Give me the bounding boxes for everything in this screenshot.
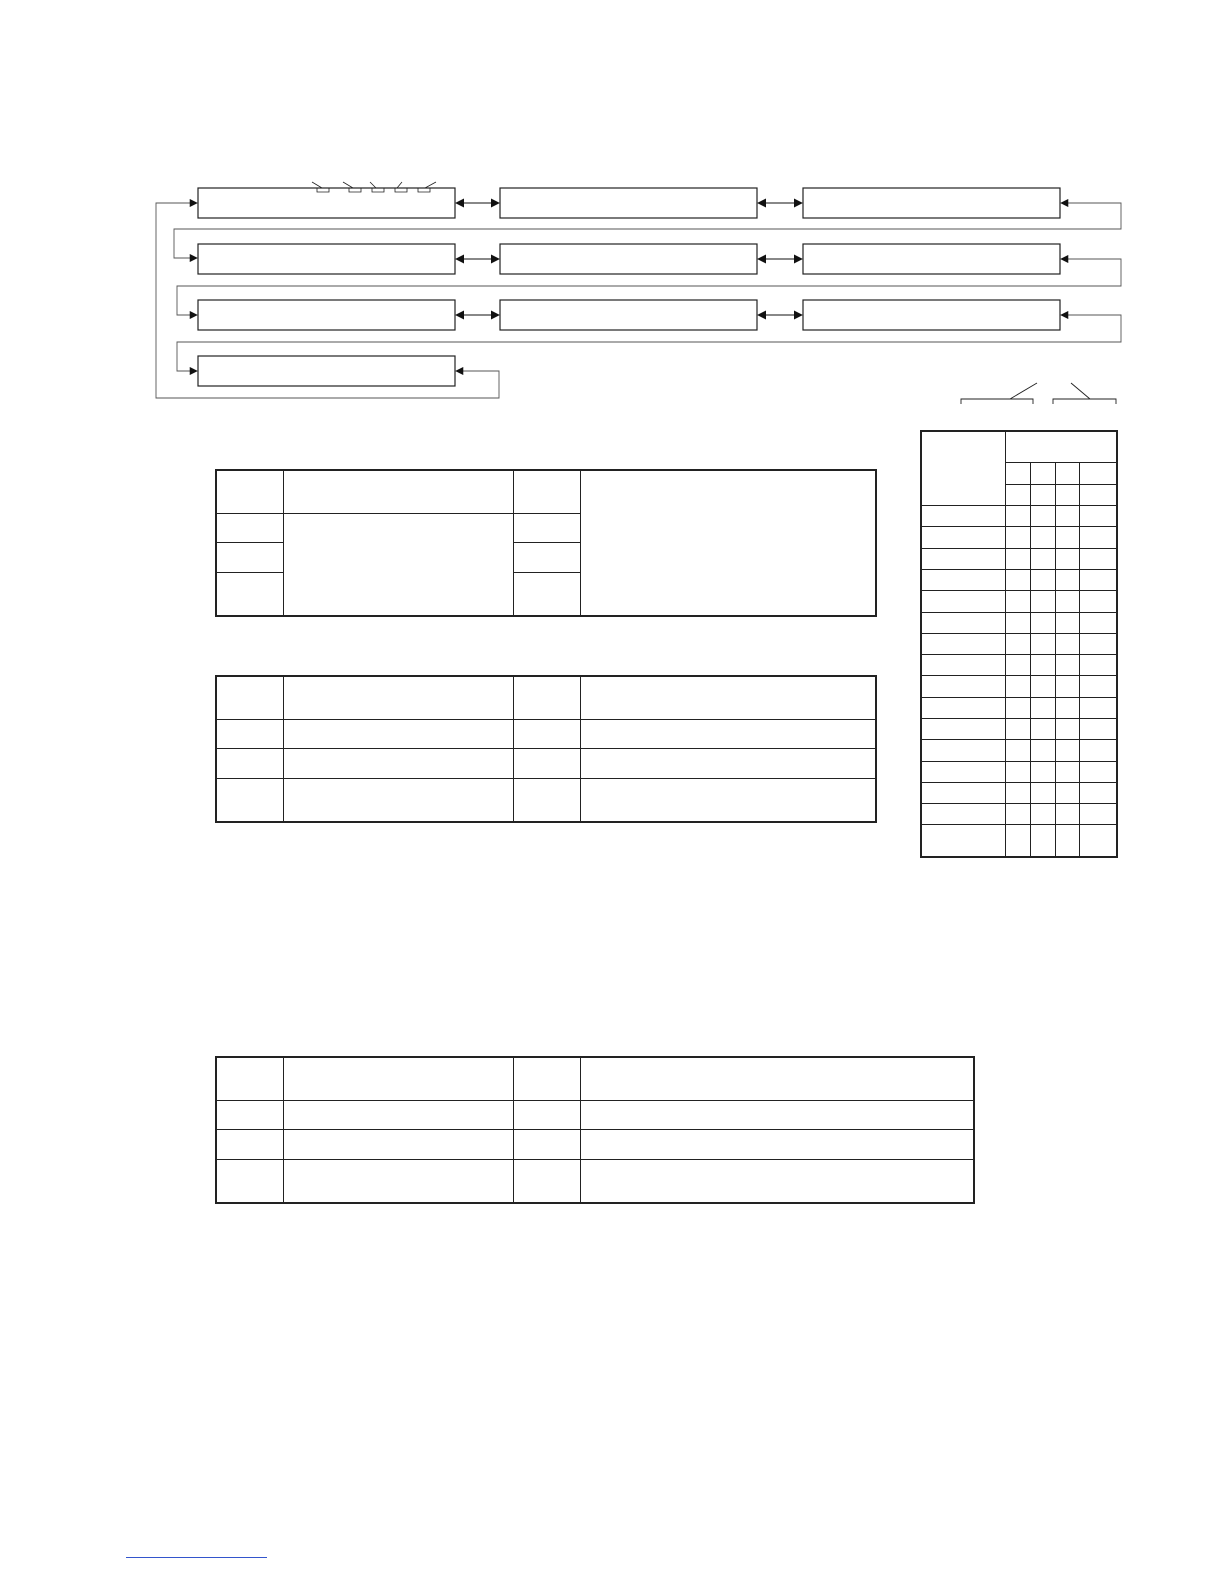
table-cell xyxy=(216,1101,284,1130)
table-cell xyxy=(216,749,284,778)
table-row xyxy=(216,778,876,822)
table-cell xyxy=(581,778,877,822)
table-cell xyxy=(216,778,284,822)
table-cell xyxy=(1006,655,1031,676)
table-cell xyxy=(1006,761,1031,782)
table-cell xyxy=(1006,569,1031,590)
table-cell xyxy=(1055,612,1080,633)
table-cell xyxy=(1030,825,1055,857)
table-cell-merged xyxy=(581,470,877,616)
table-header-cell xyxy=(1080,463,1117,484)
table-cell xyxy=(1030,506,1055,527)
table-cell xyxy=(514,1057,581,1101)
table-cell xyxy=(1055,506,1080,527)
table-cell xyxy=(284,720,514,749)
spec-table-middle xyxy=(215,675,877,823)
table-cell xyxy=(1006,697,1031,718)
table-cell xyxy=(1006,506,1031,527)
table-cell xyxy=(1080,676,1117,697)
table-cell xyxy=(514,470,581,514)
table-cell xyxy=(1080,740,1117,761)
table-header-cell xyxy=(1080,484,1117,505)
side-matrix-table xyxy=(920,430,1118,858)
flow-box-r1-c3 xyxy=(803,188,1060,218)
table-cell xyxy=(1006,719,1031,740)
table-row xyxy=(216,676,876,720)
flow-box-r2-c2 xyxy=(500,244,757,274)
table-row xyxy=(921,612,1117,633)
table-cell xyxy=(581,676,877,720)
table-row xyxy=(921,719,1117,740)
table-cell xyxy=(216,543,284,572)
table-cell xyxy=(1055,527,1080,548)
table-cell xyxy=(216,514,284,543)
table-cell xyxy=(1055,761,1080,782)
table-cell xyxy=(1055,719,1080,740)
table-cell xyxy=(921,655,1006,676)
table-cell xyxy=(1080,697,1117,718)
table-cell xyxy=(1006,740,1031,761)
table-cell xyxy=(1080,719,1117,740)
table-cell xyxy=(1030,719,1055,740)
table-row xyxy=(921,825,1117,857)
table-cell xyxy=(284,1159,514,1203)
flow-diagram xyxy=(0,0,1224,430)
table-cell xyxy=(1006,612,1031,633)
table-cell xyxy=(921,569,1006,590)
table-cell xyxy=(284,778,514,822)
table-cell xyxy=(216,676,284,720)
table-cell xyxy=(1080,527,1117,548)
table-cell xyxy=(514,543,581,572)
table-cell xyxy=(921,633,1006,654)
table-cell xyxy=(1030,655,1055,676)
table-cell xyxy=(1080,825,1117,857)
table-cell xyxy=(1006,548,1031,569)
table-row xyxy=(921,761,1117,782)
table-row xyxy=(216,749,876,778)
table-cell xyxy=(1080,782,1117,803)
table-cell xyxy=(581,749,877,778)
table-cell xyxy=(921,804,1006,825)
table-cell xyxy=(1080,655,1117,676)
flow-box-r3-c2 xyxy=(500,300,757,330)
table-header-cell xyxy=(1030,463,1055,484)
table-cell xyxy=(284,1130,514,1159)
table-cell xyxy=(216,1057,284,1101)
table-cell xyxy=(921,612,1006,633)
table-cell xyxy=(921,719,1006,740)
table-cell xyxy=(921,825,1006,857)
table-row xyxy=(921,431,1117,463)
table-cell xyxy=(1055,697,1080,718)
table-row xyxy=(216,1159,974,1203)
table-cell xyxy=(1080,548,1117,569)
flow-box-r3-c1 xyxy=(198,300,455,330)
table-cell xyxy=(1055,655,1080,676)
table-cell xyxy=(1055,740,1080,761)
flow-return-r1 xyxy=(174,203,1121,258)
table-cell xyxy=(921,591,1006,612)
table-cell xyxy=(581,1159,975,1203)
table-cell xyxy=(1055,591,1080,612)
table-cell-merged xyxy=(284,514,514,616)
table-cell xyxy=(1055,548,1080,569)
table-header-cell xyxy=(921,431,1006,506)
table-cell xyxy=(284,470,514,514)
table-header-cell xyxy=(1055,484,1080,505)
flow-box-r1-c1-callouts xyxy=(312,182,436,192)
flow-return-r3 xyxy=(177,315,1121,371)
table-cell xyxy=(1006,633,1031,654)
table-cell xyxy=(1030,761,1055,782)
table-cell xyxy=(514,514,581,543)
table-row xyxy=(216,1057,974,1101)
table-cell xyxy=(1030,676,1055,697)
table-row xyxy=(216,720,876,749)
table-cell xyxy=(514,778,581,822)
table-cell xyxy=(1080,761,1117,782)
table-cell xyxy=(1030,697,1055,718)
table-cell xyxy=(921,761,1006,782)
table-cell xyxy=(1030,527,1055,548)
spec-table-top xyxy=(215,469,877,617)
table-row xyxy=(921,633,1117,654)
table-cell xyxy=(284,676,514,720)
table-row xyxy=(921,782,1117,803)
table-cell xyxy=(1080,804,1117,825)
table-header-cell xyxy=(1030,484,1055,505)
table-cell xyxy=(1030,740,1055,761)
table-cell xyxy=(514,1130,581,1159)
table-cell xyxy=(514,1101,581,1130)
table-cell xyxy=(1006,804,1031,825)
table-row xyxy=(921,655,1117,676)
table-cell xyxy=(581,1057,975,1101)
table-header-cell xyxy=(1006,463,1031,484)
table-cell xyxy=(1055,633,1080,654)
footer-link-underline xyxy=(126,1557,267,1558)
table-cell xyxy=(581,1101,975,1130)
table-cell xyxy=(514,720,581,749)
table-cell xyxy=(1080,569,1117,590)
table-cell xyxy=(1030,804,1055,825)
spec-table-bottom xyxy=(215,1056,975,1204)
table-cell xyxy=(1030,569,1055,590)
table-cell xyxy=(284,1101,514,1130)
table-cell xyxy=(284,749,514,778)
table-row xyxy=(921,506,1117,527)
table-cell xyxy=(921,676,1006,697)
table-cell xyxy=(284,1057,514,1101)
table-cell xyxy=(514,676,581,720)
flow-return-r2 xyxy=(177,259,1121,315)
table-row xyxy=(216,470,876,514)
table-cell xyxy=(1080,506,1117,527)
table-cell xyxy=(1030,612,1055,633)
table-cell xyxy=(1006,782,1031,803)
table-cell xyxy=(1080,633,1117,654)
table-row xyxy=(216,1130,974,1159)
table-cell xyxy=(1030,633,1055,654)
table-cell xyxy=(514,1159,581,1203)
flow-box-r2-c1 xyxy=(198,244,455,274)
side-table-brackets xyxy=(961,383,1116,404)
table-cell xyxy=(1055,676,1080,697)
table-cell xyxy=(1006,591,1031,612)
table-cell xyxy=(921,740,1006,761)
table-row xyxy=(921,697,1117,718)
flow-box-r4-c1 xyxy=(198,356,455,386)
table-cell xyxy=(1080,612,1117,633)
table-row xyxy=(921,740,1117,761)
table-cell xyxy=(1055,825,1080,857)
table-cell xyxy=(514,572,581,616)
table-cell xyxy=(1030,591,1055,612)
table-cell xyxy=(514,749,581,778)
table-row xyxy=(921,548,1117,569)
table-cell xyxy=(921,527,1006,548)
table-cell xyxy=(921,548,1006,569)
table-cell xyxy=(216,572,284,616)
table-row xyxy=(216,1101,974,1130)
table-cell xyxy=(581,1130,975,1159)
table-cell xyxy=(1006,527,1031,548)
table-cell xyxy=(1080,591,1117,612)
table-cell xyxy=(1006,676,1031,697)
table-cell xyxy=(1006,825,1031,857)
table-header-cell xyxy=(1055,463,1080,484)
table-row xyxy=(921,676,1117,697)
table-header-cell xyxy=(1006,431,1118,463)
table-cell xyxy=(216,720,284,749)
table-row xyxy=(921,527,1117,548)
flow-box-r2-c3 xyxy=(803,244,1060,274)
table-cell xyxy=(216,1159,284,1203)
table-row xyxy=(921,591,1117,612)
table-header-cell xyxy=(1006,484,1031,505)
table-cell xyxy=(1055,782,1080,803)
table-row xyxy=(921,804,1117,825)
table-cell xyxy=(1030,548,1055,569)
flow-box-r1-c2 xyxy=(500,188,757,218)
flow-box-r3-c3 xyxy=(803,300,1060,330)
table-cell xyxy=(921,506,1006,527)
table-cell xyxy=(1055,804,1080,825)
table-row xyxy=(921,569,1117,590)
table-cell xyxy=(1030,782,1055,803)
table-cell xyxy=(581,720,877,749)
table-cell xyxy=(216,470,284,514)
table-cell xyxy=(921,782,1006,803)
flow-box-r1-c1 xyxy=(198,188,455,218)
table-cell xyxy=(1055,569,1080,590)
table-cell xyxy=(216,1130,284,1159)
table-cell xyxy=(921,697,1006,718)
